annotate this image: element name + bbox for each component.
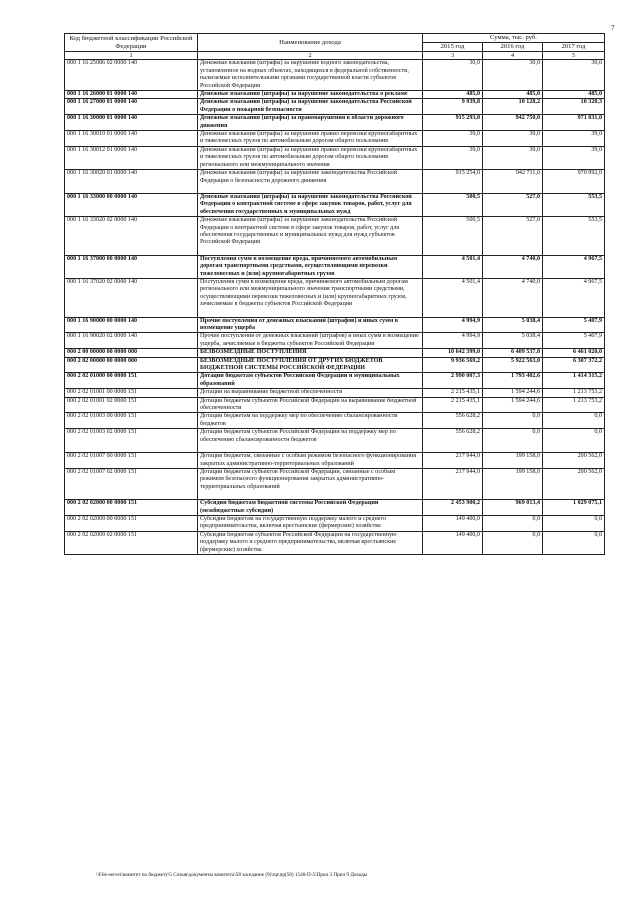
amount-2017-cell: 553,5 [543, 193, 605, 216]
amount-2015-cell: 9 936 569,2 [423, 357, 483, 373]
budget-code-cell: 000 2 00 00000 00 0000 000 [65, 349, 198, 357]
budget-code-cell: 000 1 16 30012 01 0000 140 [65, 146, 198, 169]
amount-2017-cell: 5 407,9 [543, 317, 605, 333]
amount-2017-cell: 200 562,0 [543, 453, 605, 469]
budget-code-cell: 000 2 02 02000 00 0000 151 [65, 500, 198, 516]
amount-2017-cell: 0,0 [543, 429, 605, 453]
amount-2015-cell: 10 642 399,0 [423, 349, 483, 357]
table-row [65, 373, 605, 389]
budget-code-cell: 000 1 16 27000 01 0000 140 [65, 99, 198, 115]
table-row [65, 146, 605, 169]
revenue-name-cell: Поступления сумм в возмещение вреда, причиняемого автомобильным дорогам регионального или межмуниципального значения транспортными средствами, осуществляющими перевозки тяжеловесных и (или) крупногабаритных грузов, зачисляемые в бюджеты субъектов Российской Федерации [198, 278, 423, 317]
amount-2017-cell: 4 967,5 [543, 278, 605, 317]
table-row [65, 468, 605, 499]
table-row [65, 515, 605, 531]
amount-2015-cell: 556 628,2 [423, 413, 483, 429]
column-index-row [65, 52, 605, 60]
column-index: 3 [423, 52, 483, 60]
budget-code-cell: 000 1 16 37020 02 0000 140 [65, 278, 198, 317]
table-row [65, 357, 605, 373]
amount-2017-cell: 970 992,0 [543, 170, 605, 194]
column-index: 1 [65, 52, 198, 60]
revenue-table [64, 33, 605, 555]
amount-2016-cell: 1 793 402,6 [483, 373, 543, 389]
table-row [65, 500, 605, 516]
amount-2017-cell: 553,5 [543, 217, 605, 256]
amount-2016-cell: 39,0 [483, 131, 543, 147]
table-row [65, 60, 605, 91]
revenue-name-cell: Дотации бюджетам субъектов Российской Федерации, связанные с особым режимом безопасного функционирования закрытых административно-территориальных образований [198, 468, 423, 499]
amount-2017-cell: 10 320,3 [543, 99, 605, 115]
amount-2016-cell: 942 750,0 [483, 115, 543, 131]
amount-2015-cell: 149 400,0 [423, 531, 483, 554]
amount-2015-cell: 500,5 [423, 217, 483, 256]
budget-code-cell: 000 2 02 01007 00 0000 151 [65, 453, 198, 469]
amount-2016-cell: 39,0 [483, 146, 543, 169]
amount-2017-cell: 5 407,9 [543, 333, 605, 349]
revenue-name-cell: Дотации на выравнивание бюджетной обеспеченности [198, 389, 423, 397]
amount-2015-cell: 39,0 [423, 131, 483, 147]
amount-2016-cell: 6 409 537,0 [483, 349, 543, 357]
revenue-name-cell: Денежные взыскания (штрафы) за нарушение законодательства о рекламе [198, 91, 423, 99]
table-row [65, 170, 605, 194]
amount-2015-cell: 30,0 [423, 60, 483, 91]
revenue-name-cell: Дотации бюджетам субъектов Российской Федерации на поддержку мер по обеспечению сбалансированности бюджетов [198, 429, 423, 453]
revenue-name-cell: Денежные взыскания (штрафы) за нарушение законодательства Российской Федерации о пожарной безопасности [198, 99, 423, 115]
table-row [65, 317, 605, 333]
revenue-name-cell: Денежные взыскания (штрафы) за нарушение законодательства Российской Федерации о контрактной системе в сфере закупок товаров, работ, услуг для обеспечения государственных и муниципальных нужд [198, 193, 423, 216]
table-row [65, 349, 605, 357]
amount-2017-cell: 0,0 [543, 413, 605, 429]
revenue-name-cell: Денежные взыскания (штрафы) за нарушение правил перевозки крупногабаритных и тяжеловесных грузов по автомобильным дорогам общего пользования регионального или межмуниципального значения [198, 146, 423, 169]
budget-code-cell: 000 1 16 90000 00 0000 140 [65, 317, 198, 333]
amount-2016-cell: 0,0 [483, 413, 543, 429]
budget-code-cell: 000 1 16 25086 02 0000 140 [65, 60, 198, 91]
amount-2016-cell: 199 158,0 [483, 453, 543, 469]
amount-2015-cell: 556 628,2 [423, 429, 483, 453]
table-row [65, 429, 605, 453]
budget-code-cell: 000 2 02 01001 02 0000 151 [65, 397, 198, 413]
revenue-name-cell: Дотации бюджетам субъектов Российской Федерации на выравнивание бюджетной обеспеченности [198, 397, 423, 413]
table-row [65, 397, 605, 413]
amount-2016-cell: 969 013,4 [483, 500, 543, 516]
column-index: 2 [198, 52, 423, 60]
table-row [65, 389, 605, 397]
amount-2015-cell: 2 990 007,3 [423, 373, 483, 389]
amount-2017-cell: 1 213 753,2 [543, 397, 605, 413]
amount-2017-cell: 485,0 [543, 91, 605, 99]
table-row [65, 131, 605, 147]
budget-code-cell: 000 2 02 01001 00 0000 151 [65, 389, 198, 397]
amount-2017-cell: 6 461 020,0 [543, 349, 605, 357]
amount-2015-cell: 485,0 [423, 91, 483, 99]
code-column-header: Код бюджетной классификации Российской Федерации [65, 34, 198, 52]
amount-2017-cell: 30,0 [543, 60, 605, 91]
table-row [65, 531, 605, 554]
amount-2015-cell: 4 501,4 [423, 255, 483, 278]
amount-2016-cell: 199 158,0 [483, 468, 543, 499]
amount-2017-cell: 200 562,0 [543, 468, 605, 499]
amount-2017-cell: 1 213 753,2 [543, 389, 605, 397]
budget-code-cell: 000 1 16 30010 01 0000 140 [65, 131, 198, 147]
budget-code-cell: 000 2 02 01000 00 0000 151 [65, 373, 198, 389]
revenue-name-cell: Прочие поступления от денежных взысканий (штрафов) и иных сумм в возмещение ущерба [198, 317, 423, 333]
table-row [65, 115, 605, 131]
budget-code-cell: 000 2 02 00000 00 0000 000 [65, 357, 198, 373]
amount-2015-cell: 4 994,9 [423, 333, 483, 349]
amount-2016-cell: 1 594 244,6 [483, 397, 543, 413]
budget-code-cell: 000 1 16 90020 02 0000 140 [65, 333, 198, 349]
amount-2016-cell: 5 922 563,0 [483, 357, 543, 373]
amount-2016-cell: 485,0 [483, 91, 543, 99]
amount-2015-cell: 915 254,0 [423, 170, 483, 194]
file-path-footer: \\File-server\комитет по бюджету\5 Созыв\документы комитета\58 заседание (9)\пр\пр(58) 1540-П-5\Прил 3 Прил 9 Доходы [96, 872, 368, 878]
budget-code-cell: 000 1 16 33020 02 0000 140 [65, 217, 198, 256]
budget-code-cell: 000 2 02 02009 00 0000 151 [65, 515, 198, 531]
budget-code-cell: 000 2 02 01003 02 0000 151 [65, 429, 198, 453]
budget-code-cell: 000 1 16 33000 00 0000 140 [65, 193, 198, 216]
table-row [65, 333, 605, 349]
budget-code-cell: 000 2 02 01003 00 0000 151 [65, 413, 198, 429]
amount-2016-cell: 942 711,0 [483, 170, 543, 194]
amount-2016-cell: 4 740,0 [483, 255, 543, 278]
amount-2016-cell: 527,0 [483, 217, 543, 256]
table-row [65, 278, 605, 317]
amount-2016-cell: 30,0 [483, 60, 543, 91]
year-header-2016: 2016 год [483, 43, 543, 52]
budget-code-cell: 000 1 16 30000 01 0000 140 [65, 115, 198, 131]
budget-code-cell: 000 1 16 37000 00 0000 140 [65, 255, 198, 278]
amount-2017-cell: 971 031,0 [543, 115, 605, 131]
revenue-name-cell: Субсидии бюджетам субъектов Российской Федерации на государственную поддержку малого и среднего предпринимательства, включая крестьянские (фермерские) хозяйства [198, 531, 423, 554]
amount-2017-cell: 6 307 372,2 [543, 357, 605, 373]
amount-2016-cell: 0,0 [483, 515, 543, 531]
amount-2015-cell: 39,0 [423, 146, 483, 169]
revenue-name-cell: Поступления сумм в возмещение вреда, причиняемого автомобильным дорогам транспортными средствами, осуществляющими перевозки тяжеловесных и (или) крупногабаритных грузов [198, 255, 423, 278]
amount-2017-cell: 0,0 [543, 531, 605, 554]
revenue-name-cell: Прочие поступления от денежных взысканий (штрафов) и иных сумм в возмещение ущерба, зачисляемые в бюджеты субъектов Российской Федерации [198, 333, 423, 349]
revenue-name-cell: БЕЗВОЗМЕЗДНЫЕ ПОСТУПЛЕНИЯ [198, 349, 423, 357]
amount-2015-cell: 2 215 435,1 [423, 389, 483, 397]
amount-2015-cell: 2 215 435,1 [423, 397, 483, 413]
amount-2016-cell: 5 038,4 [483, 317, 543, 333]
revenue-name-cell: БЕЗВОЗМЕЗДНЫЕ ПОСТУПЛЕНИЯ ОТ ДРУГИХ БЮДЖЕТОВ БЮДЖЕТНОЙ СИСТЕМЫ РОССИЙСКОЙ ФЕДЕРАЦИИ [198, 357, 423, 373]
table-row [65, 413, 605, 429]
amount-2016-cell: 0,0 [483, 429, 543, 453]
revenue-name-cell: Денежные взыскания (штрафы) за нарушение правил перевозки крупногабаритных и тяжеловесных грузов по автомобильным дорогам общего пользования [198, 131, 423, 147]
sum-column-header: Сумма, тыс. руб. [423, 34, 605, 43]
year-header-2015: 2015 год [423, 43, 483, 52]
revenue-name-cell: Субсидии бюджетам на государственную поддержку малого и среднего предпринимательства, включая крестьянские (фермерские) хозяйства [198, 515, 423, 531]
revenue-name-cell: Денежные взыскания (штрафы) за нарушение водного законодательства, установленное на водных объектах, находящихся в федеральной собственности, налагаемые исполнительными органами государственной власти субъектов Российской Федерации [198, 60, 423, 91]
amount-2016-cell: 5 038,4 [483, 333, 543, 349]
revenue-name-cell: Дотации бюджетам, связанные с особым режимом безопасного функционирования закрытых административно-территориальных образований [198, 453, 423, 469]
table-row [65, 453, 605, 469]
revenue-name-cell: Дотации бюджетам субъектов Российской Федерации и муниципальных образований [198, 373, 423, 389]
year-header-2017: 2017 год [543, 43, 605, 52]
budget-code-cell: 000 1 16 30020 01 0000 140 [65, 170, 198, 194]
table-row [65, 99, 605, 115]
amount-2016-cell: 0,0 [483, 531, 543, 554]
table-row [65, 255, 605, 278]
amount-2015-cell: 149 400,0 [423, 515, 483, 531]
name-column-header: Наименование дохода [198, 34, 423, 52]
amount-2015-cell: 217 944,0 [423, 468, 483, 499]
amount-2015-cell: 915 293,0 [423, 115, 483, 131]
budget-code-cell: 000 1 16 26000 01 0000 140 [65, 91, 198, 99]
column-index: 5 [543, 52, 605, 60]
amount-2017-cell: 1 029 075,1 [543, 500, 605, 516]
amount-2017-cell: 0,0 [543, 515, 605, 531]
amount-2016-cell: 4 740,0 [483, 278, 543, 317]
revenue-name-cell: Денежные взыскания (штрафы) за правонарушения в области дорожного движения [198, 115, 423, 131]
table-row [65, 217, 605, 256]
amount-2015-cell: 500,5 [423, 193, 483, 216]
amount-2017-cell: 1 414 315,2 [543, 373, 605, 389]
revenue-name-cell: Дотации бюджетам на поддержку мер по обеспечению сбалансированности бюджетов [198, 413, 423, 429]
amount-2017-cell: 39,0 [543, 146, 605, 169]
budget-code-cell: 000 2 02 01007 02 0000 151 [65, 468, 198, 499]
table-row [65, 91, 605, 99]
page-number: 7 [611, 24, 615, 32]
amount-2015-cell: 217 944,0 [423, 453, 483, 469]
amount-2015-cell: 2 453 900,2 [423, 500, 483, 516]
amount-2016-cell: 1 594 244,6 [483, 389, 543, 397]
table-row [65, 193, 605, 216]
amount-2017-cell: 39,0 [543, 131, 605, 147]
revenue-name-cell: Субсидии бюджетам бюджетной системы Российской Федерации (межбюджетные субсидии) [198, 500, 423, 516]
revenue-name-cell: Денежные взыскания (штрафы) за нарушение законодательства Российской Федерации о безопасности дорожного движения [198, 170, 423, 194]
amount-2017-cell: 4 967,5 [543, 255, 605, 278]
revenue-name-cell: Денежные взыскания (штрафы) за нарушение законодательства Российской Федерации о контрактной системе в сфере закупок товаров, работ, услуг для обеспечения государственных и муниципальных нужд для нужд субъектов Российской Федерации [198, 217, 423, 256]
amount-2016-cell: 527,0 [483, 193, 543, 216]
amount-2015-cell: 9 939,8 [423, 99, 483, 115]
amount-2016-cell: 10 128,2 [483, 99, 543, 115]
budget-code-cell: 000 2 02 02009 02 0000 151 [65, 531, 198, 554]
amount-2015-cell: 4 501,4 [423, 278, 483, 317]
column-index: 4 [483, 52, 543, 60]
amount-2015-cell: 4 994,9 [423, 317, 483, 333]
